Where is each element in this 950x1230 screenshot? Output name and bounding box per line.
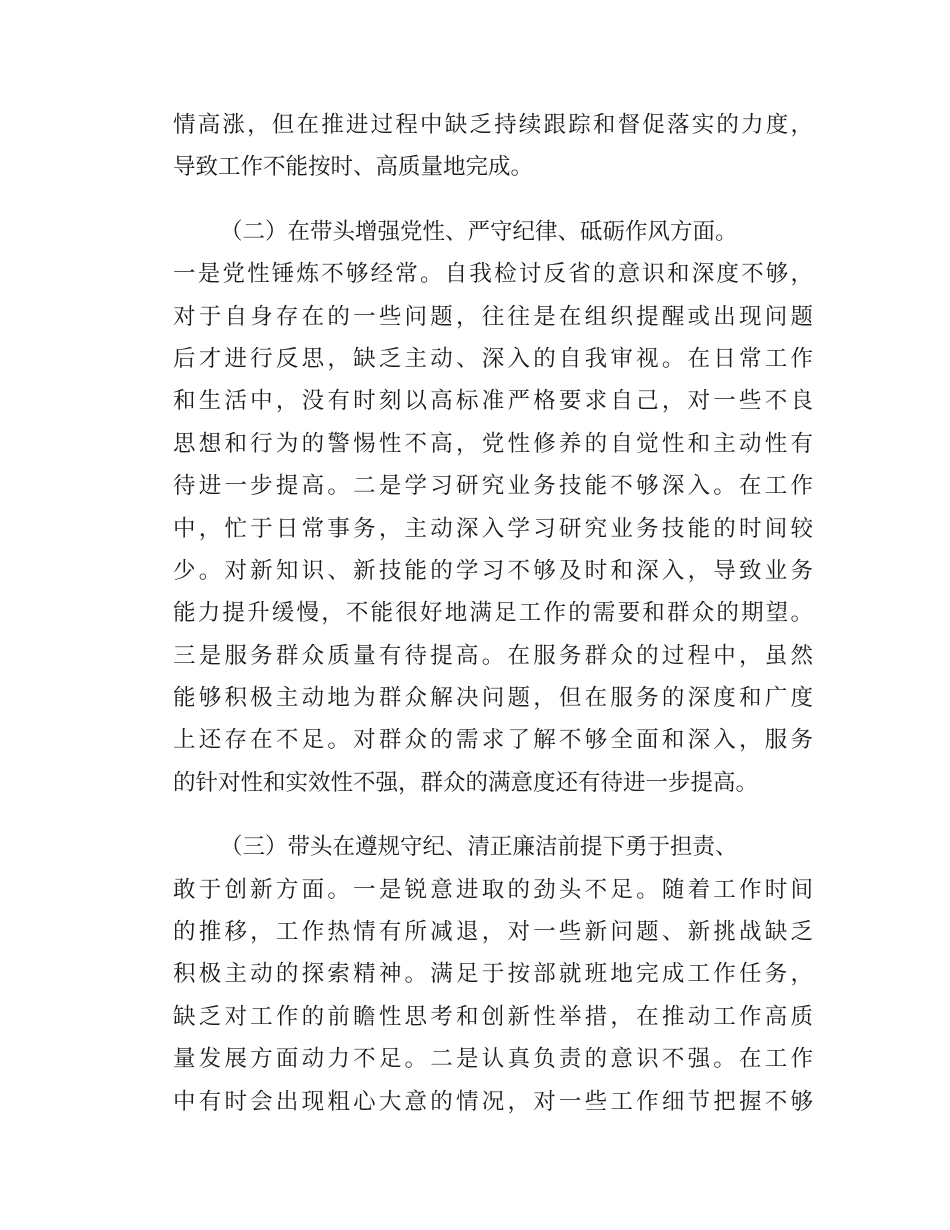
paragraph-section-three bbox=[173, 826, 813, 1123]
text-line: 中有时会出现粗心大意的情况，对一些工作细节把握不够 bbox=[173, 1088, 813, 1115]
text-line: 量发展方面动力不足。二是认真负责的意识不强。在工作 bbox=[173, 1046, 813, 1073]
text-line: 待进一步提高。二是学习研究业务技能不够深入。在工作 bbox=[173, 473, 813, 500]
text-line: 能力提升缓慢，不能很好地满足工作的需要和群众的期望。 bbox=[173, 600, 813, 627]
text-line: 三是服务群众质量有待提高。在服务群众的过程中，虽然 bbox=[173, 642, 813, 669]
text-line: 积极主动的探索精神。满足于按部就班地完成工作任务， bbox=[173, 961, 813, 988]
text-line: 缺乏对工作的前瞻性思考和创新性举措，在推动工作高质 bbox=[173, 1003, 813, 1030]
section-heading-line: （三）带头在遵规守纪、清正廉洁前提下勇于担责、 bbox=[220, 834, 738, 861]
text-line: 少。对新知识、新技能的学习不够及时和深入，导致业务 bbox=[173, 557, 813, 584]
text-line: 的针对性和实效性不强，群众的满意度还有待进一步提高。 bbox=[173, 769, 759, 796]
text-line: 敢于创新方面。一是锐意进取的劲头不足。随着工作时间 bbox=[173, 876, 813, 903]
text-line: 的推移，工作热情有所减退，对一些新问题、新挑战缺乏 bbox=[173, 919, 813, 946]
text-line: 能够积极主动地为群众解决问题，但在服务的深度和广度 bbox=[173, 685, 813, 712]
text-line: 思想和行为的警惕性不高，党性修养的自觉性和主动性有 bbox=[173, 430, 813, 457]
paragraph-continuation bbox=[173, 104, 813, 189]
text-line: 中，忙于日常事务，主动深入学习研究业务技能的时间较 bbox=[173, 515, 813, 542]
text-line: 对于自身存在的一些问题，往往是在组织提醒或出现问题 bbox=[173, 303, 813, 330]
section-heading-line: （二）在带头增强党性、严守纪律、砥砺作风方面。 bbox=[220, 218, 738, 245]
text-line: 上还存在不足。对群众的需求了解不够全面和深入，服务 bbox=[173, 727, 813, 754]
document-body bbox=[173, 104, 813, 1123]
paragraph-gap bbox=[173, 804, 813, 826]
paragraph-section-two bbox=[173, 211, 813, 804]
text-line: 导致工作不能按时、高质量地完成。 bbox=[173, 154, 534, 181]
text-line: 情高涨，但在推进过程中缺乏持续跟踪和督促落实的力度， bbox=[173, 112, 813, 138]
text-line: 和生活中，没有时刻以高标准严格要求自己，对一些不良 bbox=[173, 388, 813, 415]
text-line: 一是党性锤炼不够经常。自我检讨反省的意识和深度不够， bbox=[173, 261, 813, 288]
paragraph-gap bbox=[173, 189, 813, 211]
text-line: 后才进行反思，缺乏主动、深入的自我审视。在日常工作 bbox=[173, 345, 813, 372]
